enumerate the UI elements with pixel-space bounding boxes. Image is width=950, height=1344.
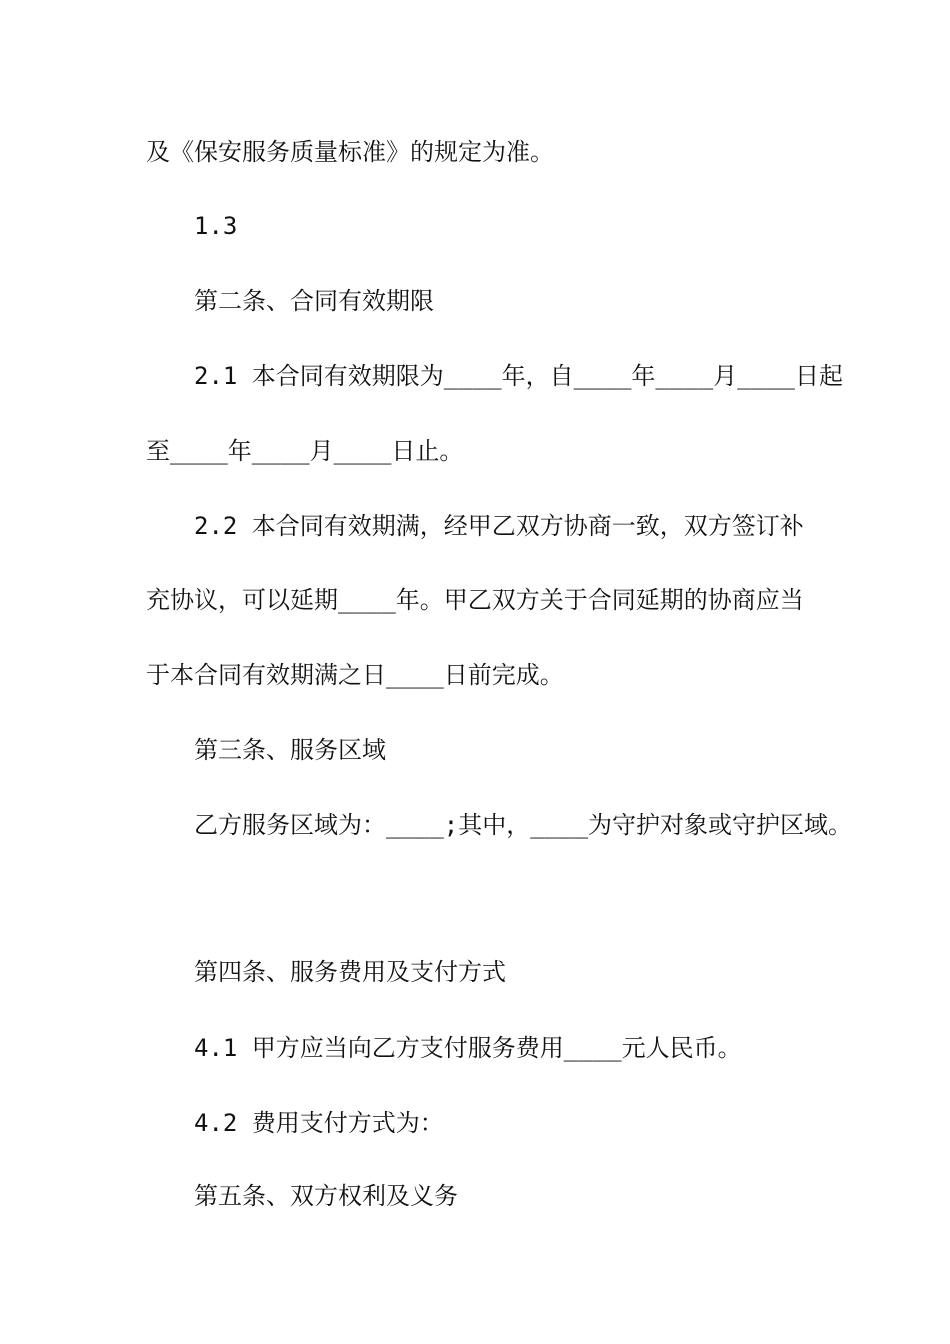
text-line-clause-1-3: 1.3 — [194, 212, 238, 240]
text-line-quality-standard: 及《保安服务质量标准》的规定为准。 — [146, 138, 554, 166]
text-line-clause-4-1: 4.1 甲方应当向乙方支付服务费用____元人民币。 — [194, 1034, 742, 1062]
text-line-clause-2-1-cont: 至____年____月____日止。 — [146, 437, 464, 465]
text-line-service-area: 乙方服务区域为：____;其中，____为守护对象或守护区域。 — [194, 811, 853, 839]
heading-article-3: 第三条、服务区域 — [194, 736, 386, 764]
text-line-clause-2-2-cont1: 充协议，可以延期____年。甲乙双方关于合同延期的协商应当 — [146, 586, 804, 614]
text-line-clause-2-2-cont2: 于本合同有效期满之日____日前完成。 — [146, 661, 564, 689]
text-line-clause-2-2: 2.2 本合同有效期满，经甲乙双方协商一致，双方签订补 — [194, 512, 804, 540]
text-line-clause-4-2: 4.2 费用支付方式为： — [194, 1109, 444, 1137]
heading-article-5: 第五条、双方权利及义务 — [194, 1182, 458, 1210]
text-line-clause-2-1: 2.1 本合同有效期限为____年，自____年____月____日起 — [194, 362, 843, 390]
heading-article-2: 第二条、合同有效期限 — [194, 287, 434, 315]
heading-article-4: 第四条、服务费用及支付方式 — [194, 958, 506, 986]
